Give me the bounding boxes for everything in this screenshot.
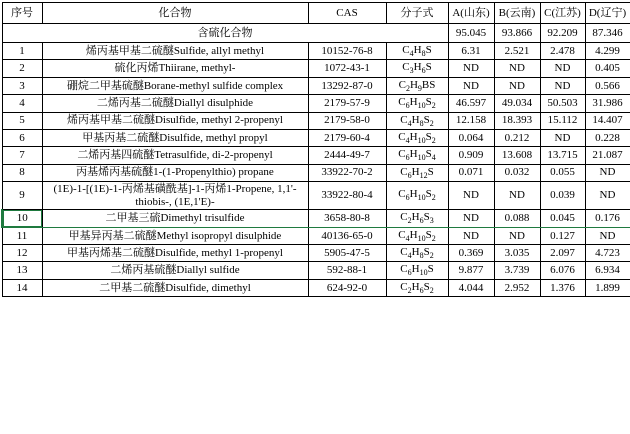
value-a: ND [448,77,494,94]
molecular-formula: $C_4H_8S$ [386,43,448,60]
molecular-formula: $C_6H_{10}S_2$ [386,182,448,210]
cas-number: 33922-80-4 [308,182,386,210]
value-c: ND [540,77,585,94]
value-c: 50.503 [540,95,585,112]
value-a: 4.044 [448,279,494,296]
value-c: 0.045 [540,210,585,227]
header-a: A(山东) [448,3,494,24]
value-c: ND [540,60,585,77]
compound-name: 硼烷二甲基硫醚Borane-methyl sulfide complex [42,77,308,94]
cas-number: 3658-80-8 [308,210,386,227]
value-b: ND [494,182,540,210]
section-title: 含硫化合物 [2,24,448,43]
value-a: 46.597 [448,95,494,112]
compound-name: 硫化丙烯Thiirane, methyl- [42,60,308,77]
molecular-formula: $C_4H_{10}S_2$ [386,129,448,146]
value-b: 49.034 [494,95,540,112]
cas-number: 2179-60-4 [308,129,386,146]
table-row [2,95,630,112]
compound-name: 烯丙基甲基二硫醚Sulfide, allyl methyl [42,43,308,60]
row-index: 2 [2,60,42,77]
value-d: 0.176 [585,210,630,227]
value-b: ND [494,77,540,94]
section-value: 95.045 [448,24,494,43]
row-index: 1 [2,43,42,60]
value-b: 2.952 [494,279,540,296]
row-index: 6 [2,129,42,146]
table-row [2,182,630,210]
row-index: 14 [2,279,42,296]
value-a: ND [448,60,494,77]
value-a: ND [448,227,494,244]
table-header-row [2,3,630,24]
value-d: ND [585,227,630,244]
molecular-formula: $C_4H_{10}S_2$ [386,227,448,244]
table-row [2,262,630,279]
molecular-formula: $C_4H_8S_2$ [386,112,448,129]
compound-name: 二烯丙基四硫醚Tetrasulfide, di-2-propenyl [42,147,308,164]
value-c: ND [540,129,585,146]
value-b: ND [494,227,540,244]
header-formula: 分子式 [386,3,448,24]
row-index: 9 [2,182,42,210]
compound-name: (1E)-1-[(1E)-1-丙烯基磺酰基]-1-丙烯1-Propene, 1,1'-thiobis-, (1E,1'E)- [42,182,308,210]
section-value: 92.209 [540,24,585,43]
section-row [2,24,630,43]
value-c: 15.112 [540,112,585,129]
cas-number: 10152-76-8 [308,43,386,60]
value-a: 0.369 [448,245,494,262]
value-c: 0.127 [540,227,585,244]
cas-number: 2179-57-9 [308,95,386,112]
compound-name: 二甲基三硫Dimethyl trisulfide [42,210,308,227]
molecular-formula: $C_2H_6S_2$ [386,279,448,296]
value-b: 2.521 [494,43,540,60]
row-index: 8 [2,164,42,181]
value-b: 13.608 [494,147,540,164]
row-index: 5 [2,112,42,129]
compound-name: 甲基丙烯基二硫醚Disulfide, methyl 1-propenyl [42,245,308,262]
value-b: 0.088 [494,210,540,227]
section-value: 87.346 [585,24,630,43]
molecular-formula: $C_4H_8S_2$ [386,245,448,262]
table-row [2,43,630,60]
compound-name: 二烯丙基硫醚Diallyl sulfide [42,262,308,279]
table-row [2,279,630,296]
header-d: D(辽宁) [585,3,630,24]
cas-number: 2444-49-7 [308,147,386,164]
compound-name: 二烯丙基二硫醚Diallyl disulphide [42,95,308,112]
compound-name: 烯丙基甲基二硫醚Disulfide, methyl 2-propenyl [42,112,308,129]
value-a: 12.158 [448,112,494,129]
row-index: 11 [2,227,42,244]
value-b: 0.212 [494,129,540,146]
table-row [2,60,630,77]
cas-number: 5905-47-5 [308,245,386,262]
table-row [2,77,630,94]
header-b: B(云南) [494,3,540,24]
row-index: 3 [2,77,42,94]
value-d: 6.934 [585,262,630,279]
cas-number: 2179-58-0 [308,112,386,129]
row-index: 4 [2,95,42,112]
value-a: ND [448,182,494,210]
value-c: 1.376 [540,279,585,296]
header-no: 序号 [2,3,42,24]
table-row [2,129,630,146]
value-a: 6.31 [448,43,494,60]
value-a: ND [448,210,494,227]
value-d: ND [585,164,630,181]
cas-number: 40136-65-0 [308,227,386,244]
molecular-formula: $C_2H_6S_3$ [386,210,448,227]
molecular-formula: $C_3H_6S$ [386,60,448,77]
value-d: 0.228 [585,129,630,146]
compound-name: 丙基烯丙基硫醚1-(1-Propenylthio) propane [42,164,308,181]
header-compound: 化合物 [42,3,308,24]
value-d: 4.299 [585,43,630,60]
table-row [2,210,630,227]
header-cas: CAS [308,3,386,24]
value-b: 0.032 [494,164,540,181]
table-row [2,164,630,181]
table-row [2,147,630,164]
value-b: 18.393 [494,112,540,129]
table-row [2,245,630,262]
row-index: 10 [2,210,42,227]
header-c: C(江苏) [540,3,585,24]
value-c: 0.055 [540,164,585,181]
value-b: 3.739 [494,262,540,279]
molecular-formula: $C_6H_{10}S_4$ [386,147,448,164]
value-d: ND [585,182,630,210]
cas-number: 624-92-0 [308,279,386,296]
compound-name: 甲基异丙基二硫醚Methyl isopropyl disulphide [42,227,308,244]
molecular-formula: $C_2H_9BS$ [386,77,448,94]
value-d: 21.087 [585,147,630,164]
table-body [2,3,630,297]
value-d: 1.899 [585,279,630,296]
value-a: 0.071 [448,164,494,181]
compound-name: 二甲基二硫醚Disulfide, dimethyl [42,279,308,296]
value-c: 2.097 [540,245,585,262]
row-index: 13 [2,262,42,279]
row-index: 12 [2,245,42,262]
value-d: 4.723 [585,245,630,262]
row-index: 7 [2,147,42,164]
compounds-table [1,2,630,297]
value-d: 31.986 [585,95,630,112]
value-c: 6.076 [540,262,585,279]
value-a: 9.877 [448,262,494,279]
value-d: 14.407 [585,112,630,129]
compound-name: 甲基丙基二硫醚Disulfide, methyl propyl [42,129,308,146]
cas-number: 592-88-1 [308,262,386,279]
cas-number: 1072-43-1 [308,60,386,77]
value-c: 13.715 [540,147,585,164]
value-c: 0.039 [540,182,585,210]
value-b: 3.035 [494,245,540,262]
value-d: 0.566 [585,77,630,94]
molecular-formula: $C_6H_{12}S$ [386,164,448,181]
cas-number: 13292-87-0 [308,77,386,94]
value-a: 0.064 [448,129,494,146]
value-d: 0.405 [585,60,630,77]
molecular-formula: $C_6H_{10}S$ [386,262,448,279]
value-b: ND [494,60,540,77]
molecular-formula: $C_6H_{10}S_2$ [386,95,448,112]
cas-number: 33922-70-2 [308,164,386,181]
table-row [2,112,630,129]
section-value: 93.866 [494,24,540,43]
value-c: 2.478 [540,43,585,60]
table-row [2,227,630,244]
value-a: 0.909 [448,147,494,164]
